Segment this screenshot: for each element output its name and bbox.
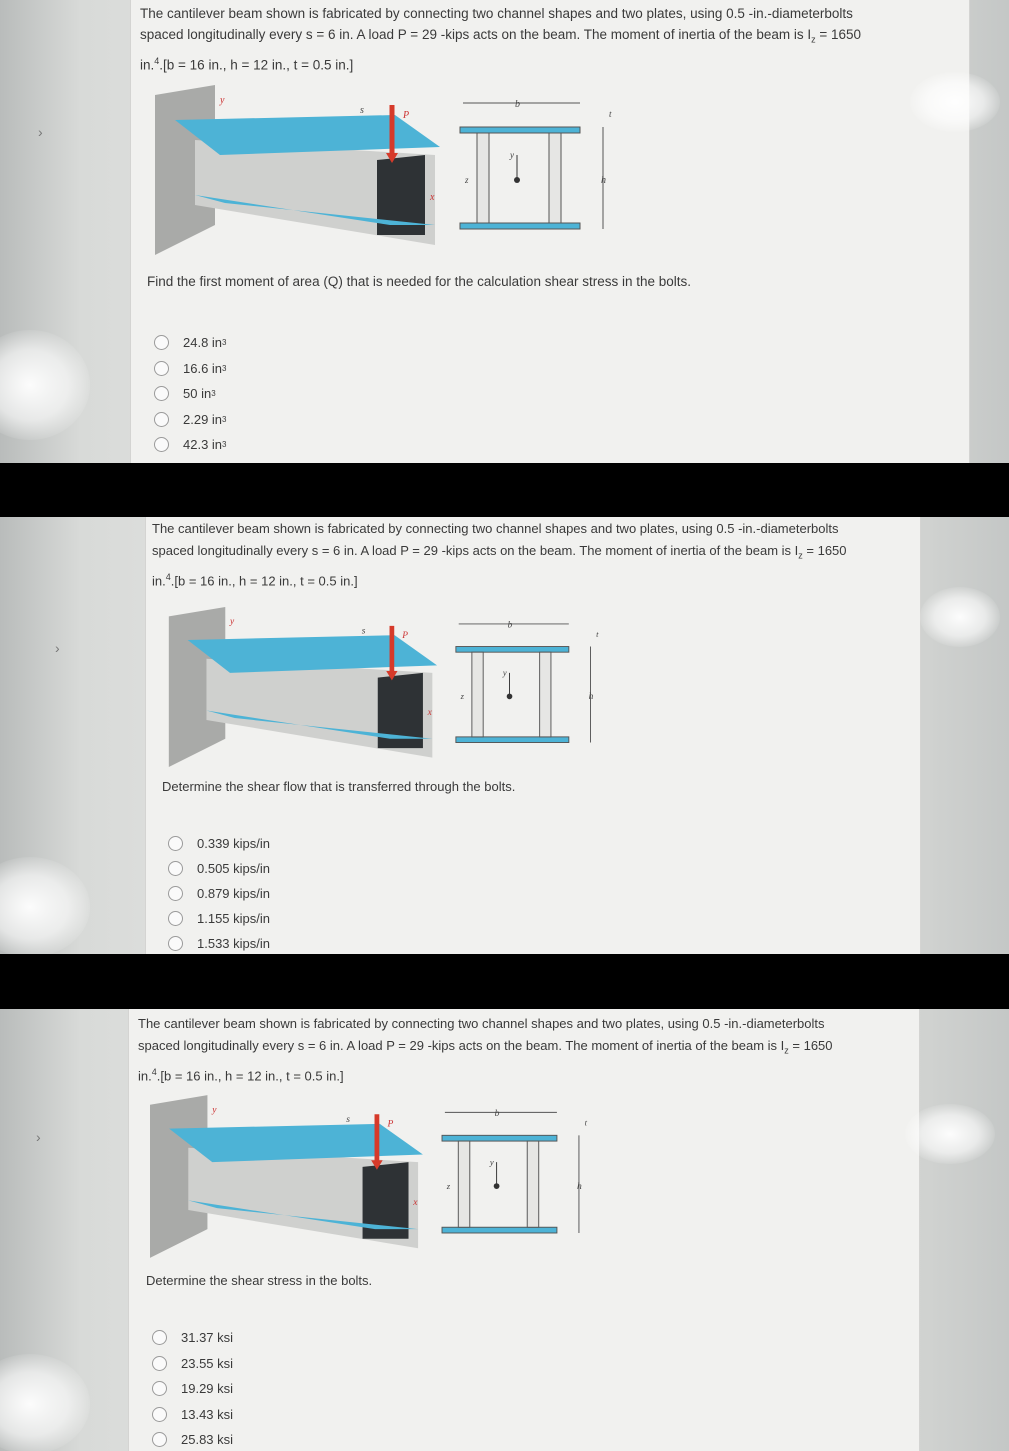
label-h: h	[577, 1180, 582, 1192]
beam-figure	[160, 607, 620, 767]
glare	[0, 330, 90, 440]
stem-line-1: The cantilever beam shown is fabricated by connecting two channel shapes and two plates, using 0.5 -in.-diameterbolts	[138, 1016, 825, 1031]
stem-line-3-end: .[b = 16 in., h = 12 in., t = 0.5 in.]	[170, 572, 358, 588]
radio-button[interactable]	[154, 412, 169, 427]
answer-option[interactable]	[154, 356, 227, 382]
centroid-marker	[514, 177, 520, 183]
top-flange-plate	[456, 647, 569, 653]
answer-option[interactable]	[168, 931, 270, 954]
label-h: h	[601, 175, 606, 186]
label-y: y	[212, 1104, 217, 1116]
answer-options	[154, 330, 227, 458]
option-label: 2.29 in	[183, 411, 223, 427]
stem-sub: z	[811, 34, 816, 45]
option-label: 31.37 ksi	[181, 1330, 234, 1346]
cursor-mark: ›	[36, 1129, 41, 1145]
question-panel-1	[0, 0, 1009, 463]
answer-option[interactable]	[154, 407, 227, 433]
label-t: t	[609, 109, 612, 119]
glare	[0, 857, 90, 954]
question-panel-2	[0, 517, 1009, 954]
answer-options	[168, 831, 270, 954]
answer-option[interactable]	[168, 881, 270, 906]
top-plate	[175, 115, 440, 155]
stem-sub: z	[798, 550, 803, 561]
option-label: 24.8 in	[183, 335, 223, 351]
option-label: 0.879 kips/in	[197, 886, 270, 901]
beam-figure	[155, 85, 625, 255]
cross-section-diagram	[456, 621, 599, 743]
top-plate	[188, 635, 437, 673]
bottom-flange-plate	[442, 1227, 557, 1233]
option-label: 1.533 kips/in	[197, 936, 270, 951]
answer-option[interactable]	[154, 381, 227, 407]
cursor-mark: ›	[38, 124, 43, 140]
question-text: Determine the shear stress in the bolts.	[146, 1273, 373, 1288]
glare	[910, 72, 1000, 132]
option-label: 25.83 ksi	[181, 1432, 234, 1448]
option-unit-exponent: 3	[211, 389, 216, 399]
label-s: s	[360, 105, 364, 116]
answer-option[interactable]	[152, 1427, 233, 1451]
label-z: z	[460, 691, 464, 702]
option-label: 50 in	[183, 386, 212, 402]
answer-option[interactable]	[152, 1402, 233, 1428]
stem-line-3: in.	[140, 57, 155, 73]
bottom-flange-plate	[456, 737, 569, 743]
label-s: s	[346, 1113, 351, 1125]
stem-line-2-end: = 1650	[802, 542, 847, 558]
option-unit-exponent: 3	[222, 440, 227, 450]
answer-option[interactable]	[152, 1325, 233, 1351]
label-p: P	[403, 110, 410, 121]
top-flange-plate	[442, 1135, 557, 1141]
beam-illustration	[150, 1095, 423, 1258]
cursor-mark: ›	[55, 640, 60, 656]
answer-option[interactable]	[168, 856, 270, 881]
label-y: y	[230, 616, 235, 627]
radio-button[interactable]	[152, 1432, 167, 1447]
right-channel	[549, 133, 561, 223]
answer-option[interactable]	[154, 432, 227, 458]
radio-button[interactable]	[168, 836, 183, 851]
problem-statement	[138, 1013, 913, 1086]
left-channel	[472, 652, 483, 737]
option-label: 42.3 in	[183, 437, 223, 453]
top-flange-plate	[460, 127, 580, 133]
option-label: 0.339 kips/in	[197, 836, 270, 851]
label-y: y	[220, 95, 225, 106]
centroid-marker	[494, 1183, 500, 1189]
question-panel-3	[0, 1009, 1009, 1451]
radio-button[interactable]	[168, 936, 183, 951]
label-t: t	[584, 1117, 588, 1128]
label-y-section: y	[502, 667, 507, 678]
label-y-section: y	[489, 1157, 494, 1168]
problem-statement	[140, 3, 960, 75]
radio-button[interactable]	[152, 1356, 167, 1371]
label-z: z	[446, 1180, 451, 1191]
radio-button[interactable]	[154, 361, 169, 376]
stem-line-3: in.	[152, 572, 166, 588]
top-plate	[169, 1124, 423, 1162]
label-b: b	[515, 99, 520, 110]
label-z: z	[465, 175, 469, 185]
label-t: t	[596, 629, 599, 640]
stem-line-1: The cantilever beam shown is fabricated by connecting two channel shapes and two plates, using 0.5 -in.-diameterbolts	[152, 521, 839, 536]
label-y-section: y	[510, 150, 514, 160]
radio-button[interactable]	[152, 1381, 167, 1396]
option-unit-exponent: 3	[222, 338, 227, 348]
stem-sup: 4	[165, 571, 171, 582]
radio-button[interactable]	[168, 886, 183, 901]
label-x: x	[413, 1197, 418, 1209]
stem-line-2: spaced longitudinally every s = 6 in. A load P = 29 -kips acts on the beam. The moment of inertia of the beam is I	[152, 542, 799, 558]
radio-button[interactable]	[152, 1330, 167, 1345]
cross-section-diagram	[460, 99, 612, 229]
answer-option[interactable]	[152, 1351, 233, 1377]
option-unit-exponent: 3	[222, 414, 227, 424]
radio-button[interactable]	[152, 1407, 167, 1422]
bottom-flange-plate	[460, 223, 580, 229]
option-label: 19.29 ksi	[181, 1381, 234, 1397]
beam-figure	[150, 1094, 600, 1259]
label-p: P	[387, 1118, 394, 1130]
option-label: 13.43 ksi	[181, 1406, 234, 1422]
question-text: Find the first moment of area (Q) that is needed for the calculation shear stress in the bolts.	[147, 274, 692, 289]
glare	[920, 587, 1000, 647]
option-unit-exponent: 3	[222, 363, 227, 373]
label-x: x	[430, 192, 435, 203]
left-channel	[458, 1141, 469, 1227]
label-x: x	[427, 708, 432, 719]
stem-line-3: in.	[138, 1067, 152, 1083]
glare	[0, 1354, 90, 1451]
radio-button[interactable]	[154, 335, 169, 350]
stem-sup: 4	[154, 55, 160, 66]
glare	[905, 1104, 995, 1164]
stem-line-3-end: .[b = 16 in., h = 12 in., t = 0.5 in.]	[159, 57, 354, 73]
label-p: P	[402, 631, 408, 642]
problem-statement	[152, 518, 912, 591]
radio-button[interactable]	[168, 911, 183, 926]
answer-option[interactable]	[152, 1376, 233, 1402]
label-s: s	[361, 626, 366, 637]
answer-option[interactable]	[168, 831, 270, 856]
label-h: h	[588, 692, 594, 703]
radio-button[interactable]	[154, 386, 169, 401]
question-text: Determine the shear flow that is transferred through the bolts.	[162, 779, 516, 794]
radio-button[interactable]	[154, 437, 169, 452]
radio-button[interactable]	[168, 861, 183, 876]
stem-line-2: spaced longitudinally every s = 6 in. A load P = 29 -kips acts on the beam. The moment of inertia of the beam is I	[140, 27, 812, 42]
stem-line-2-end: = 1650	[788, 1037, 833, 1053]
right-channel	[540, 652, 551, 737]
right-channel	[527, 1141, 538, 1227]
stem-sup: 4	[151, 1066, 157, 1077]
stem-line-2: spaced longitudinally every s = 6 in. A load P = 29 -kips acts on the beam. The moment of inertia of the beam is I	[138, 1037, 785, 1053]
cross-section-diagram	[442, 1108, 588, 1233]
stem-sub: z	[784, 1045, 789, 1056]
option-label: 1.155 kips/in	[197, 911, 270, 926]
stem-line-3-end: .[b = 16 in., h = 12 in., t = 0.5 in.]	[156, 1067, 344, 1083]
stem-line-2-end: = 1650	[815, 27, 862, 42]
stem-line-1: The cantilever beam shown is fabricated by connecting two channel shapes and two plates, using 0.5 -in.-diameterbolts	[140, 6, 853, 21]
beam-illustration	[155, 85, 440, 255]
label-b: b	[494, 1108, 500, 1120]
centroid-marker	[507, 694, 513, 700]
answer-option[interactable]	[154, 330, 227, 356]
answer-option[interactable]	[168, 906, 270, 931]
left-channel	[477, 133, 489, 223]
label-b: b	[507, 620, 513, 631]
beam-illustration	[169, 607, 437, 767]
option-label: 23.55 ksi	[181, 1355, 234, 1371]
answer-options	[152, 1325, 233, 1451]
option-label: 16.6 in	[183, 360, 223, 376]
option-label: 0.505 kips/in	[197, 861, 270, 876]
